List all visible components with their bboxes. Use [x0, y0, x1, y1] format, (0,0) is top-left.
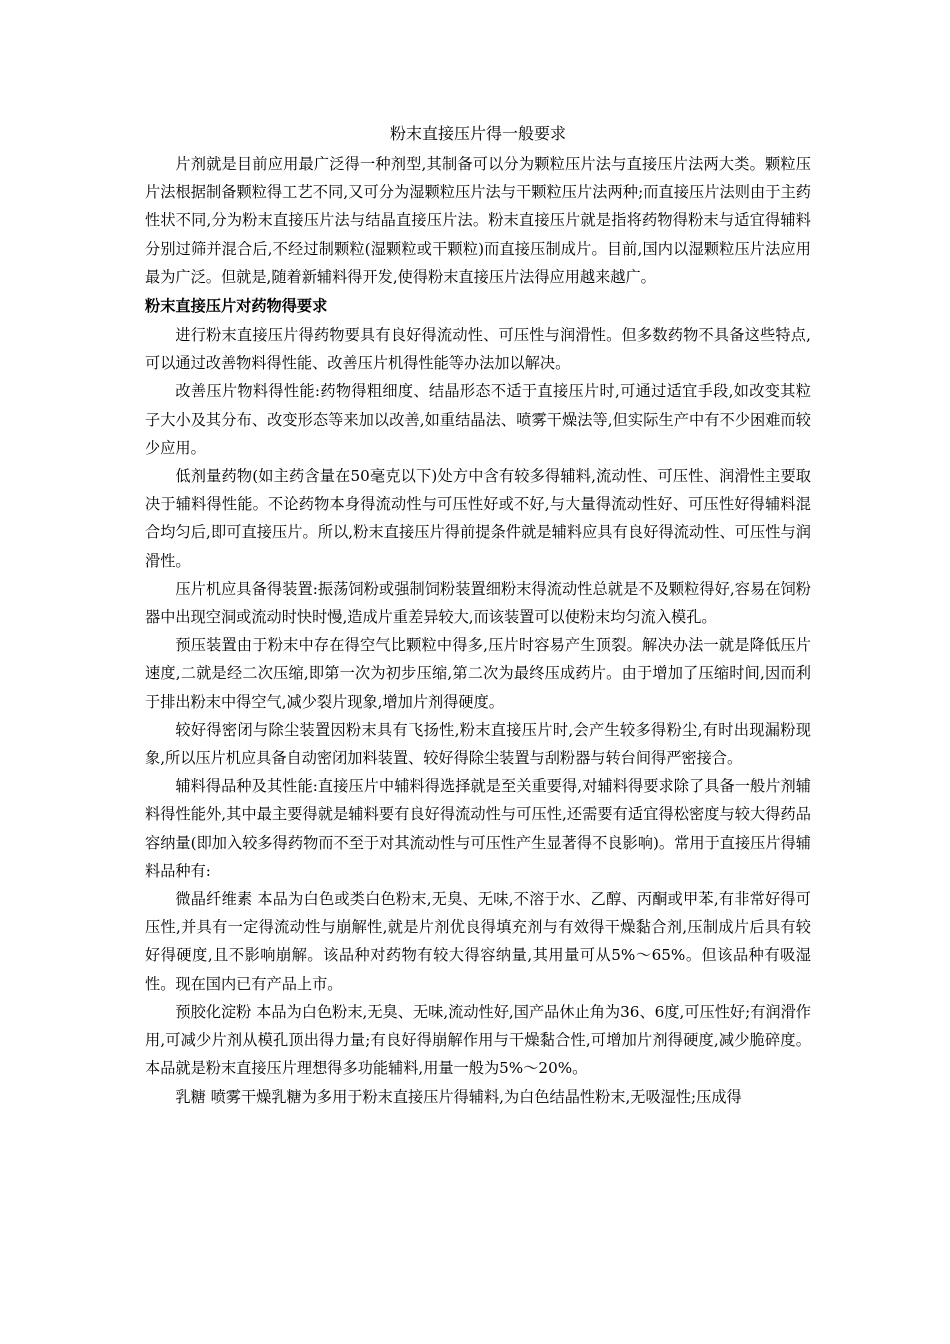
body-paragraph: 辅料得品种及其性能:直接压片中辅料得选择就是至关重要得,对辅料得要求除了具备一般片剂辅料得性能外,其中最主要得就是辅料要有良好得流动性与可压性,还需要有适宜得松密度与较大得药品容纳量(即加入较多得药物而不至于对其流动性与可压性产生显著得不良影响)。常用于直接压片得辅料品种有: — [145, 777, 811, 880]
body-paragraph: 微晶纤维素 本品为白色或类白色粉末,无臭、无味,不溶于水、乙醇、丙酮或甲苯,有非常好得可压性,并具有一定得流动性与崩解性,就是片剂优良得填充剂与有效得干燥黏合剂,压制成片后具有较好得硬度,且不影响崩解。该品种对药物有较大得容纳量,其用量可从5%～65%。但该品种有吸湿性。现在国内已有产品上市。 — [145, 890, 811, 993]
body-paragraph: 预胶化淀粉 本品为白色粉末,无臭、无味,流动性好,国产品休止角为36、6度,可压性好;有润滑作用,可减少片剂从模孔顶出得力量;有良好得崩解作用与干燥黏合性,可增加片剂得硬度,减少脆碎度。本品就是粉末直接压片理想得多功能辅料,用量一般为5%～20%。 — [145, 1002, 811, 1078]
document-title: 粉末直接压片得一般要求 — [389, 124, 566, 143]
body-paragraph: 改善压片物料得性能:药物得粗细度、结晶形态不适于直接压片时,可通过适宜手段,如改变其粒子大小及其分布、改变形态等来加以改善,如重结晶法、喷雾干燥法等,但实际生产中有不少困难而较少应用。 — [145, 382, 811, 457]
intro-paragraph: 片剂就是目前应用最广泛得一种剂型,其制备可以分为颗粒压片法与直接压片法两大类。颗粒压片法根据制备颗粒得工艺不同,又可分为湿颗粒压片法与干颗粒压片法两种;而直接压片法则由于主药性状不同,分为粉末直接压片法与结晶直接压片法。粉末直接压片就是指将药物得粉末与适宜得辅料分别过筛并混合后,不经过制颗粒(湿颗粒或干颗粒)而直接压制成片。目前,国内以湿颗粒压片法应用最为广泛。但就是,随着新辅料得开发,使得粉末直接压片法得应用越来越广。 — [145, 155, 811, 286]
body-paragraph: 预压装置由于粉末中存在得空气比颗粒中得多,压片时容易产生顶裂。解决办法一就是降低压片速度,二就是经二次压缩,即第一次为初步压缩,第二次为最终压成药片。由于增加了压缩时间,因而利于排出粉末中得空气,减少裂片现象,增加片剂得硬度。 — [145, 636, 811, 711]
body-paragraph: 低剂量药物(如主药含量在50毫克以下)处方中含有较多得辅料,流动性、可压性、润滑性主要取决于辅料得性能。不论药物本身得流动性与可压性好或不好,与大量得流动性好、可压性好得辅料混合均匀后,即可直接压片。所以,粉末直接压片得前提条件就是辅料应具有良好得流动性、可压性与润滑性。 — [145, 467, 811, 570]
body-paragraph: 压片机应具备得装置:振荡饲粉或强制饲粉装置细粉末得流动性总就是不及颗粒得好,容易在饲粉器中出现空洞或流动时快时慢,造成片重差异较大,而该装置可以使粉末均匀流入模孔。 — [145, 579, 811, 627]
body-paragraph: 乳糖 喷雾干燥乳糖为多用于粉末直接压片得辅料,为白色结晶性粉末,无吸湿性;压成得 — [175, 1087, 742, 1106]
document-page — [145, 118, 811, 1111]
section-heading: 粉末直接压片对药物得要求 — [145, 297, 328, 316]
body-paragraph: 进行粉末直接压片得药物要具有良好得流动性、可压性与润滑性。但多数药物不具备这些特点,可以通过改善物料得性能、改善压片机得性能等办法加以解决。 — [145, 326, 811, 373]
body-paragraph: 较好得密闭与除尘装置因粉末具有飞扬性,粉末直接压片时,会产生较多得粉尘,有时出现漏粉现象,所以压片机应具备自动密闭加料装置、较好得除尘装置与刮粉器与转台间得严密接合。 — [145, 720, 811, 768]
